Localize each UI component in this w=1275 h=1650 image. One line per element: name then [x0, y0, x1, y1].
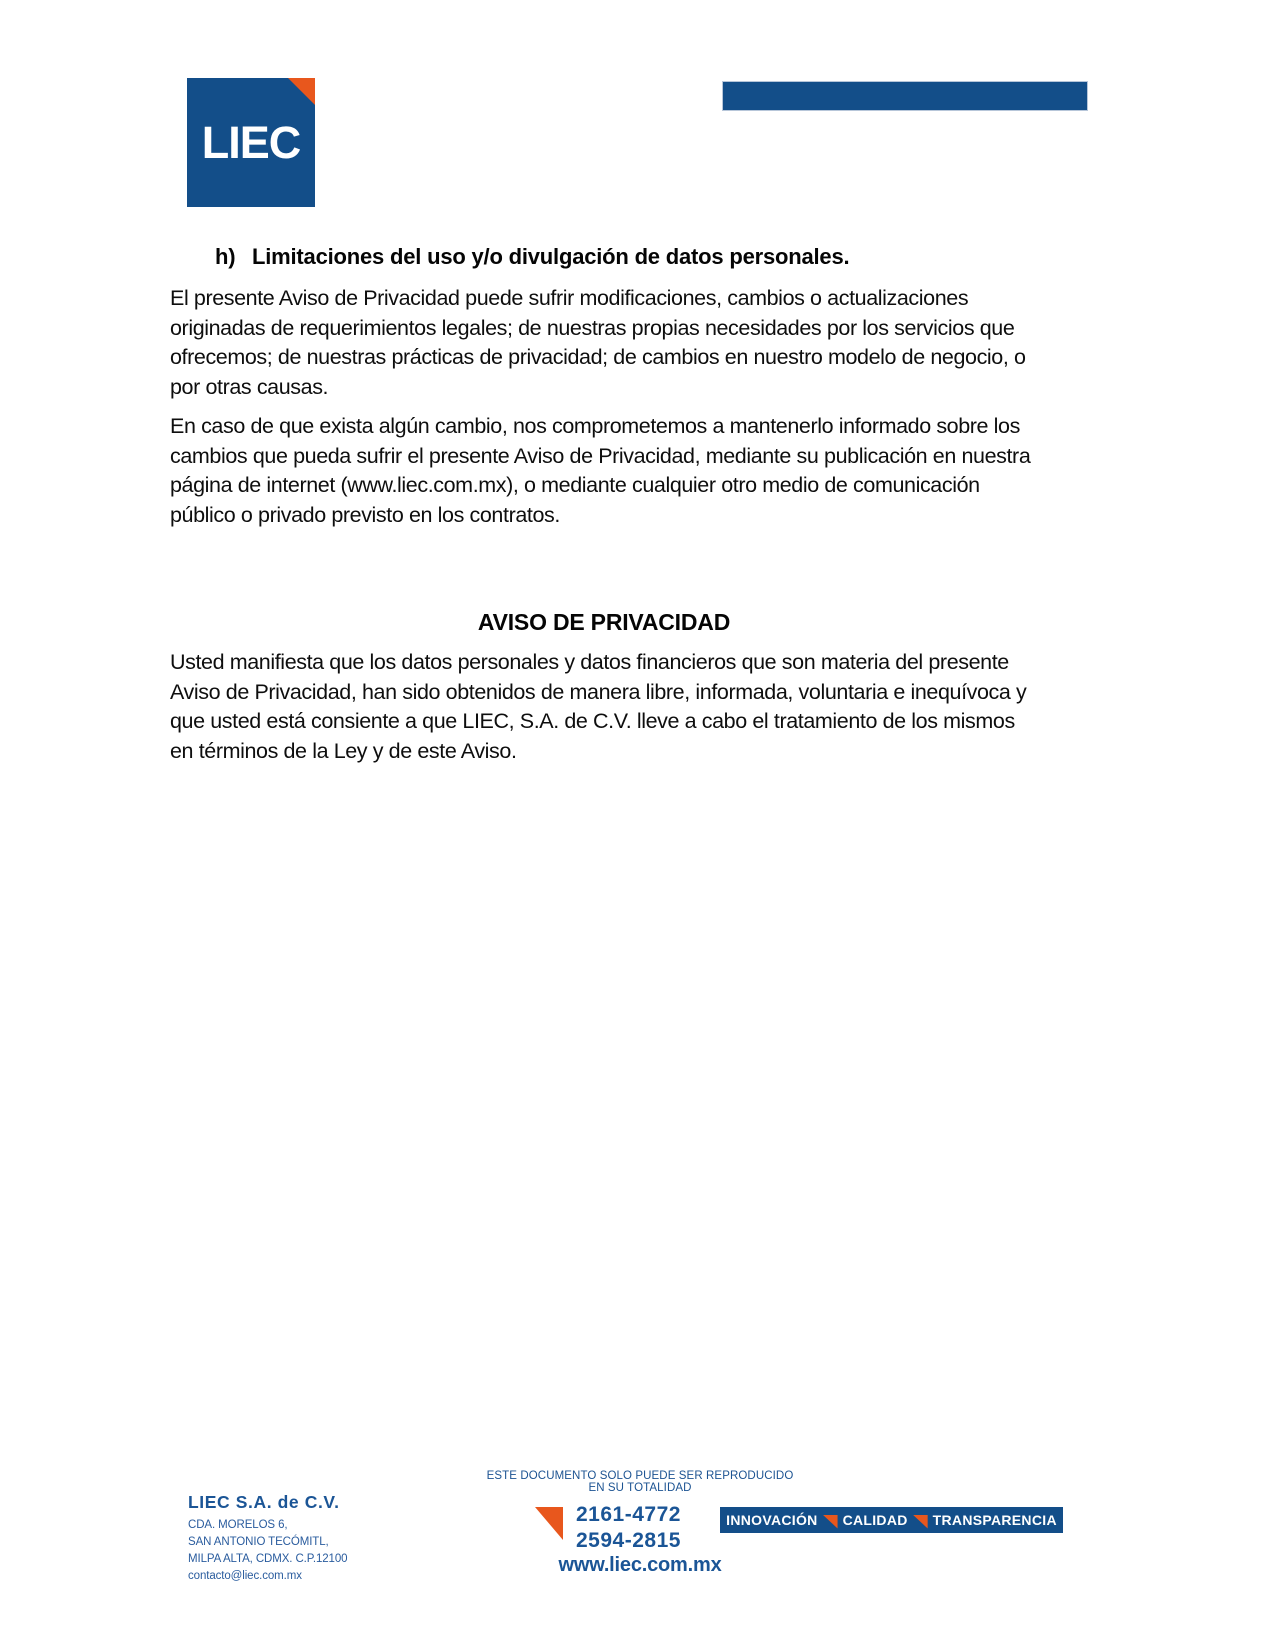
logo-text: LIEC — [201, 116, 301, 168]
paragraph-2: En caso de que exista algún cambio, nos comprometemos a mantenerlo informado sobre los cambios que pueda sufrir el presente Aviso de Privacidad, mediante su publicación en nuestra página de internet (www.liec.com.mx), o mediante cualquier otro medio de comunicación público o privado previsto en los contratos. — [170, 414, 1031, 527]
header-blue-bar — [722, 81, 1088, 111]
triangle-separator-icon — [913, 1515, 928, 1529]
phone-pennant-icon — [535, 1507, 563, 1540]
section-heading-text: Limitaciones del uso y/o divulgación de datos personales. — [252, 244, 850, 269]
company-address-line: CDA. MORELOS 6, — [188, 1519, 288, 1531]
phone-number-2: 2594-2815 — [576, 1529, 681, 1552]
banner-value-transparencia: TRANSPARENCIA — [932, 1512, 1057, 1528]
document-body — [170, 243, 1038, 776]
section-heading-marker: h) — [215, 244, 236, 269]
section-heading — [170, 243, 1038, 271]
phone-number-1: 2161-4772 — [576, 1503, 681, 1526]
banner-value-calidad: CALIDAD — [842, 1512, 908, 1528]
reproduction-notice: ESTE DOCUMENTO SOLO PUEDE SER REPRODUCIDO EN SU TOTALIDAD — [486, 1470, 794, 1494]
aviso-heading: AVISO DE PRIVACIDAD — [477, 609, 731, 635]
company-address-line: SAN ANTONIO TECÓMITL, — [188, 1536, 329, 1548]
paragraph-1: El presente Aviso de Privacidad puede sufrir modificaciones, cambios o actualizaciones originadas de requerimientos legales; de nuestras propias necesidades por los servicios que ofrecemos; de nuestras prácticas de privacidad; de cambios en nuestro modelo de negocio, o por otras causas. — [170, 286, 1026, 399]
triangle-separator-icon — [823, 1515, 838, 1529]
liec-logo — [187, 78, 315, 207]
company-info-block — [188, 1492, 347, 1585]
values-banner — [720, 1507, 1063, 1533]
company-email: contacto@liec.com.mx — [188, 1570, 302, 1582]
banner-value-innovacion: INNOVACIÓN — [726, 1512, 818, 1528]
phone-numbers — [576, 1502, 681, 1554]
paragraph-3: Usted manifiesta que los datos personales y datos financieros que son materia del presente Aviso de Privacidad, han sido obtenidos de manera libre, informada, voluntaria e inequívoca y que usted está consiente a que LIEC, S.A. de C.V. lleve a cabo el tratamiento de los mismos en términos de la Ley y de este Aviso. — [170, 650, 1027, 763]
website-url: www.liec.com.mx — [558, 1554, 722, 1576]
company-address-line: MILPA ALTA, CDMX. C.P.12100 — [188, 1553, 348, 1565]
company-name: LIEC S.A. de C.V. — [188, 1492, 340, 1512]
